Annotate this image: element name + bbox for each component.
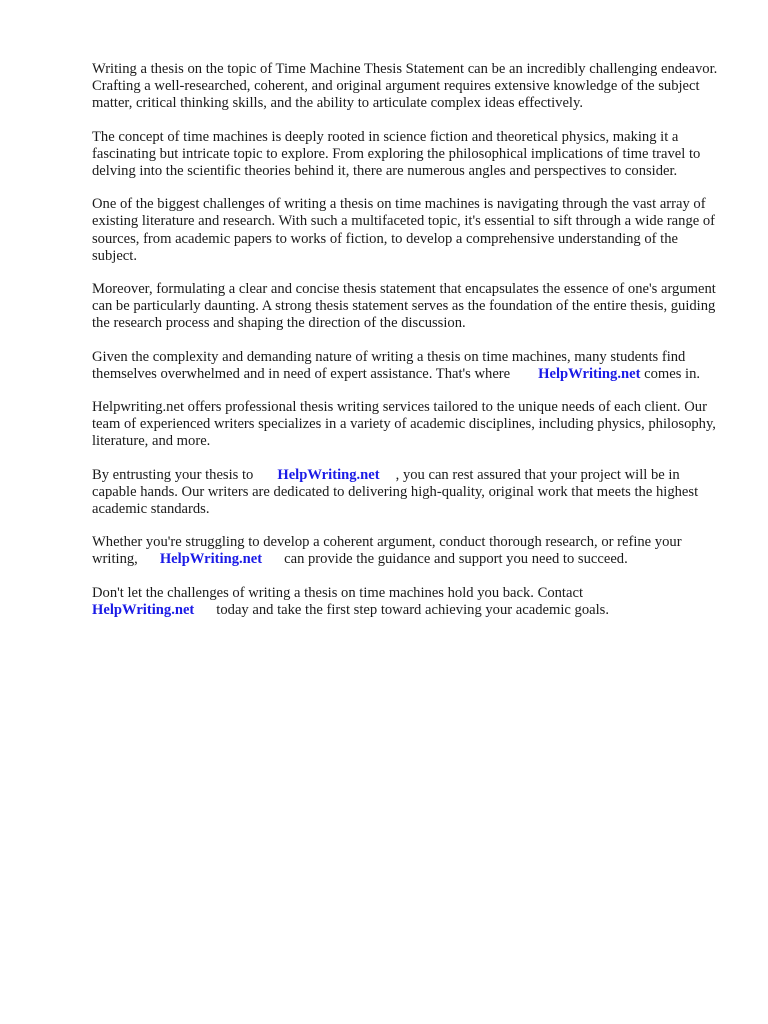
paragraph-services: Helpwriting.net offers professional thesis writing services tailored to the unique needs of each client. Our team of experienced writers specializes in a variety of academic disciplines, including physics, philosophy, literature, and more. — [92, 399, 716, 450]
helpwriting-link[interactable]: HelpWriting.net — [277, 466, 380, 483]
paragraph-guidance-tail: can provide the guidance and support you need to succeed. — [284, 551, 628, 568]
paragraph-guidance-text: Whether you're struggling to develop a coherent argument, conduct thorough research, or refine your writing, — [92, 534, 682, 568]
paragraph-challenges: One of the biggest challenges of writing a thesis on time machines is navigating through the vast array of existing literature and research. With such a multifaceted topic, it's essential to sift through a wide range of sources, from academic papers to works of fiction, to develop a comprehensive understanding of the subject. — [92, 196, 716, 264]
helpwriting-link[interactable]: HelpWriting.net — [538, 365, 641, 382]
helpwriting-link[interactable]: HelpWriting.net — [159, 551, 263, 568]
paragraph-contact — [92, 585, 724, 619]
document-body — [92, 61, 724, 635]
paragraph-entrusting-text: By entrusting your thesis to — [92, 466, 254, 483]
paragraph-contact-tail: today and take the first step toward achieving your academic goals. — [216, 601, 609, 618]
helpwriting-link[interactable]: HelpWriting.net — [92, 601, 195, 618]
paragraph-entrusting — [92, 467, 724, 519]
paragraph-assistance — [92, 349, 724, 383]
paragraph-assistance-tail: comes in. — [644, 365, 701, 382]
paragraph-entrusting-tail: , you can rest assured that your project will be in capable hands. Our writers are dedicated to delivering high-quality, original work that meets the highest academic standards. — [92, 466, 699, 518]
paragraph-concept: The concept of time machines is deeply rooted in science fiction and theoretical physics, making it a fascinating but intricate topic to explore. From exploring the philosophical implications of time travel to delving into the scientific theories behind it, there are numerous angles and perspectives to consider. — [92, 128, 701, 180]
paragraph-thesis-statement: Moreover, formulating a clear and concise thesis statement that encapsulates the essence of one's argument can be particularly daunting. A strong thesis statement serves as the foundation of the entire thesis, guiding the research process and shaping the direction of the discussion. — [92, 281, 716, 332]
paragraph-contact-text: Don't let the challenges of writing a thesis on time machines hold you back. Contact — [92, 584, 583, 601]
paragraph-assistance-text: Given the complexity and demanding nature of writing a thesis on time machines, many students find themselves overwhelmed and in need of expert assistance. That's where — [92, 348, 686, 382]
paragraph-intro: Writing a thesis on the topic of Time Machine Thesis Statement can be an incredibly challenging endeavor. Crafting a well-researched, coherent, and original argument requires extensive knowledge of the subject matter, critical thinking skills, and the ability to articulate complex ideas effectively. — [92, 61, 718, 112]
paragraph-guidance — [92, 534, 724, 568]
